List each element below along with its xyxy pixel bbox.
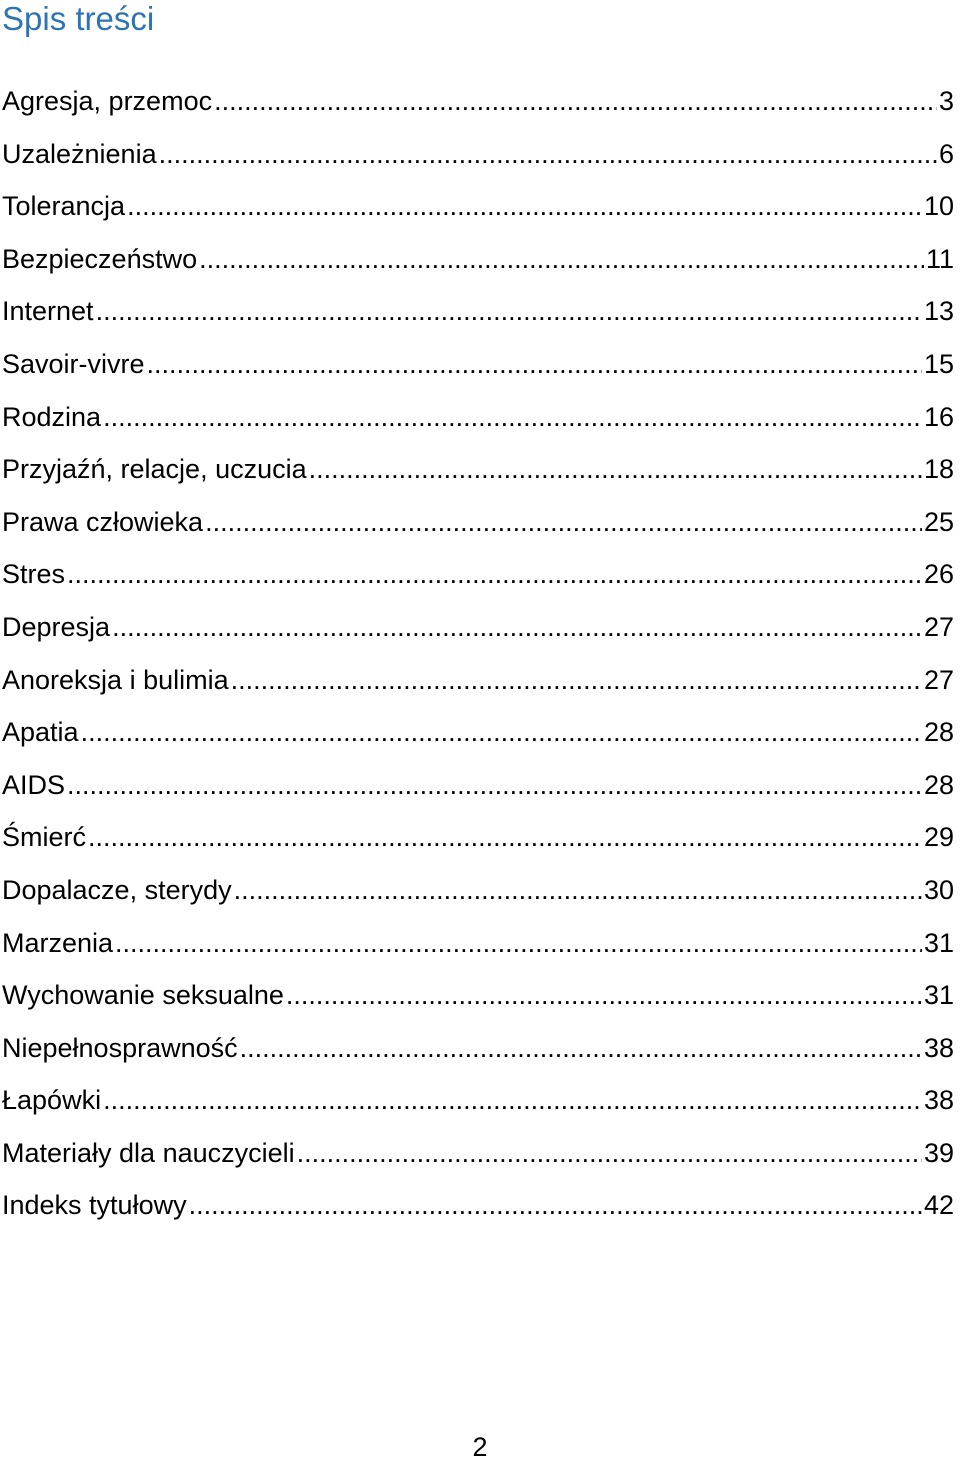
- toc-entry[interactable]: [2, 1182, 954, 1235]
- toc-entry-label: Niepełnosprawność: [2, 1032, 238, 1063]
- dot-leader: [240, 1025, 922, 1071]
- toc-entry-label: Łapówki: [2, 1085, 102, 1116]
- toc-entry-label: Anoreksja i bulimia: [2, 664, 229, 695]
- toc-entry-label: Rodzina: [2, 401, 102, 432]
- toc-entry-page: 3: [938, 86, 954, 116]
- toc-entry-page: 16: [923, 401, 954, 432]
- dot-leader: [81, 709, 922, 755]
- toc-entry-label: Materiały dla nauczycieli: [2, 1137, 295, 1168]
- toc-entry-label: Bezpieczeństwo: [2, 243, 198, 274]
- toc-entry-label: Tolerancja: [2, 191, 126, 222]
- toc-entry-label: Wychowanie seksualne: [2, 980, 284, 1011]
- toc-entry-page: 29: [923, 822, 954, 853]
- toc-entry-label: Indeks tytułowy: [2, 1190, 187, 1221]
- toc-entry-label: AIDS: [2, 769, 66, 800]
- dot-leader: [67, 762, 922, 808]
- toc-entry[interactable]: [2, 236, 954, 289]
- toc-entry-label: Internet: [2, 296, 94, 327]
- toc-entry-page: 42: [923, 1190, 954, 1221]
- dot-leader: [103, 1077, 922, 1123]
- toc-entry-label: Agresja, przemoc: [2, 86, 213, 116]
- toc-entry[interactable]: [2, 762, 954, 815]
- toc-entry-page: 11: [925, 243, 954, 274]
- dot-leader: [147, 341, 922, 387]
- toc-entry[interactable]: [2, 78, 954, 131]
- toc-entry-page: 18: [923, 454, 954, 485]
- toc-entry[interactable]: [2, 1025, 954, 1078]
- toc-entry[interactable]: [2, 972, 954, 1025]
- toc-entry-label: Uzależnienia: [2, 138, 157, 169]
- dot-leader: [159, 131, 937, 177]
- toc-entry-label: Stres: [2, 559, 66, 590]
- dot-leader: [199, 236, 924, 282]
- toc-entry[interactable]: [2, 709, 954, 762]
- toc-entry-page: 26: [923, 559, 954, 590]
- page-title: Spis treści: [2, 0, 155, 37]
- toc-entry[interactable]: [2, 394, 954, 447]
- toc-entry[interactable]: [2, 867, 954, 920]
- toc-entry[interactable]: [2, 551, 954, 604]
- toc-entry-label: Przyjaźń, relacje, uczucia: [2, 454, 307, 485]
- dot-leader: [309, 446, 922, 492]
- dot-leader: [286, 972, 922, 1018]
- toc-entry[interactable]: [2, 920, 954, 973]
- dot-leader: [96, 288, 922, 334]
- toc-entry-label: Śmierć: [2, 822, 87, 853]
- toc-entry-label: Marzenia: [2, 927, 114, 958]
- toc-entry-page: 28: [923, 717, 954, 748]
- toc-entry-page: 38: [923, 1032, 954, 1063]
- toc-entry-page: 31: [923, 980, 954, 1011]
- dot-leader: [297, 1130, 922, 1176]
- toc-entry-label: Prawa człowieka: [2, 506, 204, 537]
- dot-leader: [189, 1182, 922, 1228]
- toc-entry[interactable]: [2, 814, 954, 867]
- dot-leader: [88, 814, 922, 860]
- toc-entry-label: Savoir-vivre: [2, 348, 145, 379]
- toc-entry-page: 30: [923, 874, 954, 905]
- toc-entry-page: 27: [923, 664, 954, 695]
- dot-leader: [231, 657, 922, 703]
- toc-entry[interactable]: [2, 446, 954, 499]
- toc-entry-page: 31: [923, 927, 954, 958]
- dot-leader: [112, 604, 922, 650]
- dot-leader: [115, 920, 922, 966]
- page-number: 2: [472, 1432, 488, 1462]
- toc-entry[interactable]: [2, 183, 954, 236]
- dot-leader: [67, 551, 922, 597]
- toc-entry-page: 38: [923, 1085, 954, 1116]
- toc-entry-page: 10: [923, 191, 954, 222]
- toc-entry-label: Depresja: [2, 611, 111, 642]
- toc-entry[interactable]: [2, 657, 954, 710]
- toc-entry[interactable]: [2, 1077, 954, 1130]
- toc-entry[interactable]: [2, 288, 954, 341]
- toc-entry-page: 6: [938, 138, 954, 169]
- toc-entry-page: 39: [923, 1137, 954, 1168]
- toc-entry-page: 15: [923, 348, 954, 379]
- dot-leader: [205, 499, 922, 545]
- toc-entry-label: Apatia: [2, 717, 79, 748]
- dot-leader: [127, 183, 922, 229]
- toc-entry-page: 28: [923, 769, 954, 800]
- dot-leader: [214, 78, 937, 124]
- toc-entry-page: 27: [923, 611, 954, 642]
- toc-entry-label: Dopalacze, sterydy: [2, 874, 232, 905]
- toc-entry[interactable]: [2, 499, 954, 552]
- toc-entry[interactable]: [2, 131, 954, 184]
- dot-leader: [234, 867, 922, 913]
- toc-entry-page: 13: [923, 296, 954, 327]
- dot-leader: [103, 394, 922, 440]
- toc-entry-page: 25: [923, 506, 954, 537]
- toc-entry[interactable]: [2, 604, 954, 657]
- toc-entry[interactable]: [2, 1130, 954, 1183]
- table-of-contents: [2, 78, 954, 1235]
- toc-entry[interactable]: [2, 341, 954, 394]
